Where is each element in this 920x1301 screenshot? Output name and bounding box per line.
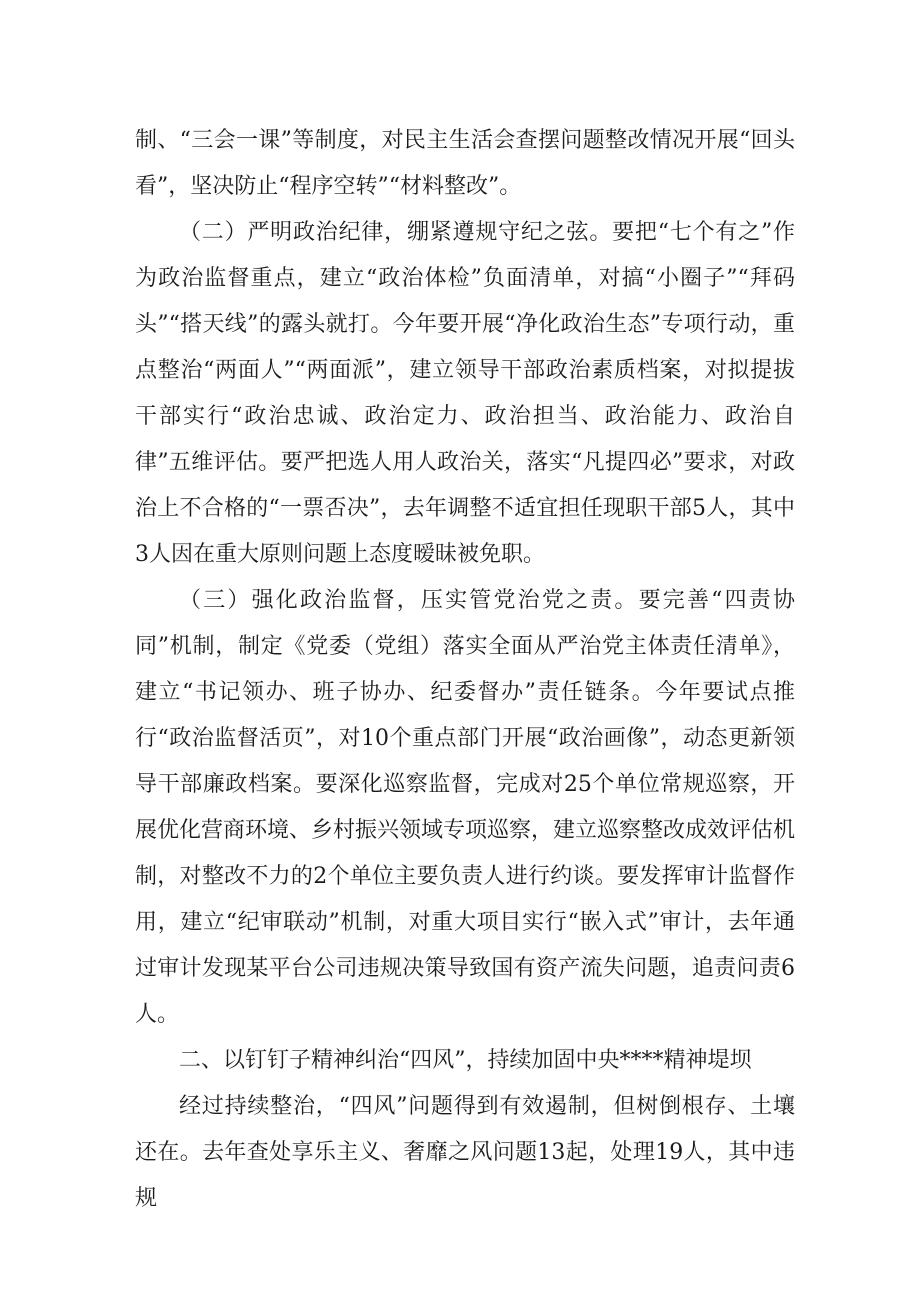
section-four-paragraph: 经过持续整治，“四风”问题得到有效遏制，但树倒根存、土壤还在。去年查处享乐主义、奢靡之风问题13起，处理19人，其中违规 bbox=[135, 1094, 795, 1211]
section-three-paragraph: （三）强化政治监督，压实管党治党之责。要完善“四责协同”机制，制定《党委（党组）落实全面从严治党主体责任清单》，建立“书记领办、班子协办、纪委督办”责任链条。今年要试点推行“政治监督活页”，对10个重点部门开展“政治画像”，动态更新领导干部廉政档案。要深化巡察监督，完成对25个单位常规巡察，开展优化营商环境、乡村振兴领域专项巡察，建立巡察整改成效评估机制，对整改不力的2个单位主要负责人进行约谈。要发挥审计监督作用，建立“纪审联动”机制，对重大项目实行“嵌入式”审计，去年通过审计发现某平台公司违规决策导致国有资产流失问题，追责问责6人。 bbox=[135, 588, 796, 1027]
section-two-paragraph: （二）严明政治纪律，绷紧遵规守纪之弦。要把“七个有之”作为政治监督重点，建立“政治体检”负面清单，对搞“小圈子”“拜码头”“搭天线”的露头就打。今年要开展“净化政治生态”专项行动，重点整治“两面人”“两面派”，建立领导干部政治素质档案，对拟提拔干部实行“政治忠诚、政治定力、政治担当、政治能力、政治自律”五维评估。要严把选人用人政治关，落实“凡提四必”要求，对政治上不合格的“一票否决”，去年调整不适宜担任现职干部5人，其中3人因在重大原则问题上态度暧昧被免职。 bbox=[135, 220, 795, 567]
document-body bbox=[135, 118, 795, 1222]
continuation-paragraph: 制、“三会一课”等制度，对民主生活会查摆问题整改情况开展“回头看”，坚决防止“程序空转”“材料整改”。 bbox=[135, 128, 795, 199]
chapter-two-heading: 二、以钉钉子精神纠治“四风”，持续加固中央****精神堤坝 bbox=[179, 1048, 752, 1073]
